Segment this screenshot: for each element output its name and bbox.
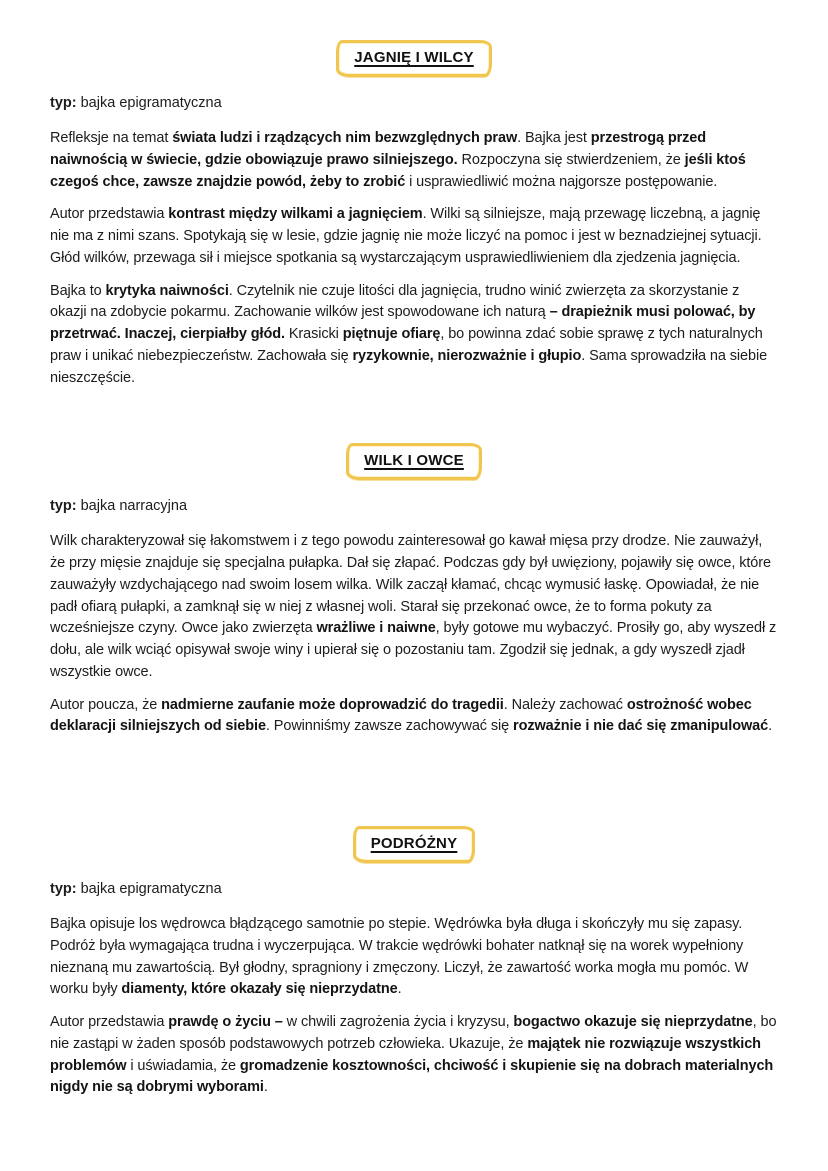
- text-run: Autor przedstawia: [50, 1014, 169, 1031]
- bold-text-run: prawdę o życiu –: [168, 1014, 283, 1031]
- paragraphs: [50, 128, 778, 389]
- text-run: Bajka opisuje los wędrowca błądzącego samotnie po stepie. Wędrówka była długa i skończyły mu się zapasy. Podróż była wymagająca trudna i wyczerpująca. W trakcie wędrówki bohater natknął się na worek wypełniony nieznaną mu zawartością. Był głodny, spragniony i zmęczony. Liczył, że zawartość worka mogła mu pomóc. W worku były: [50, 916, 749, 998]
- section-title-row: [50, 826, 778, 863]
- paragraph: [50, 531, 778, 683]
- section-title-row: [50, 40, 778, 77]
- type-value: bajka narracyjna: [76, 498, 188, 515]
- text-run: . Bajka jest: [517, 130, 591, 147]
- text-run: Wilk charakteryzował się łakomstwem i z tego powodu zainteresował go kawał mięsa przy drodze. Nie zauważył, że przy mięsie znajduje się specjalna pułapka. Dał się złapać. Podczas gdy był uwięziony, pojawiły się owce, które zauważyły wzdychającego nad swoim losem wilka. Wilk zaczął kłamać, chcąc wymusić łaskę. Opowiadał, że nie padł ofiarą pułapki, a zamknął się w niej z własnej woli. Starał się przekonać owce, że to forma pokuty za wcześniejsze czyny. Owce jako zwierzęta: [50, 533, 771, 637]
- paragraph: [50, 204, 778, 269]
- text-run: Bajka to: [50, 282, 106, 299]
- text-run: . Czytelnik nie czuje litości dla jagnięcia, trudno winić zwierzęta za skorzystanie z okazji na zdobycie pokarmu. Zachowanie wilków jest spowodowane ich naturą: [50, 282, 740, 321]
- bold-text-run: rozważnie i nie dać się zmanipulować: [513, 718, 769, 735]
- section-title-box: [353, 826, 476, 863]
- text-run: Rozpoczyna się stwierdzeniem, że: [457, 151, 685, 168]
- type-label: typ:: [50, 95, 77, 111]
- section-title: JAGNIĘ I WILCY: [354, 49, 474, 66]
- type-line: [50, 93, 778, 114]
- paragraphs: [50, 914, 778, 1099]
- bold-text-run: wrażliwe i naiwne: [316, 620, 436, 637]
- bold-text-run: diamenty, które okazały się nieprzydatne: [121, 981, 398, 998]
- section-title-box: [336, 40, 491, 77]
- text-run: w chwili zagrożenia życia i kryzysu,: [282, 1014, 514, 1031]
- type-line: [50, 496, 778, 517]
- type-line: [50, 879, 778, 900]
- bold-text-run: ryzykownie, nierozważnie i głupio: [352, 347, 582, 364]
- paragraph: [50, 1012, 778, 1099]
- text-run: Krasicki: [284, 326, 343, 343]
- section-title-row: [50, 443, 778, 480]
- bold-text-run: ostrożność wobec deklaracji silniejszych od siebie: [50, 696, 752, 735]
- type-value: bajka epigramatyczna: [76, 95, 222, 111]
- section-title: PODRÓŻNY: [370, 835, 458, 853]
- type-label: typ:: [50, 881, 77, 898]
- bold-text-run: krytyka naiwności: [105, 282, 229, 299]
- paragraphs: [50, 531, 778, 738]
- bold-text-run: – drapieżnik musi polować, by przetrwać. Inaczej, cierpiałby głód.: [50, 304, 756, 343]
- section-title-box: [346, 443, 482, 480]
- text-run: .: [263, 1079, 268, 1096]
- text-run: , bo nie zastąpi w żaden sposób podstawowych potrzeb człowieka. Ukazuje, że: [50, 1014, 777, 1052]
- bold-text-run: nadmierne zaufanie może doprowadzić do tragedii: [161, 696, 504, 713]
- text-run: . Powinniśmy zawsze zachowywać się: [265, 718, 514, 735]
- paragraph: [50, 128, 778, 193]
- paragraph: [50, 281, 778, 390]
- text-run: .: [768, 718, 773, 735]
- fable-section: [50, 443, 778, 738]
- text-run: . Należy zachować: [503, 696, 627, 713]
- section-title: WILK I OWCE: [364, 452, 464, 470]
- fable-section: [50, 826, 778, 1099]
- bold-text-run: jeśli ktoś czegoś chce, zawsze znajdzie powód, żeby to zrobić: [50, 151, 746, 190]
- bold-text-run: piętnuje ofiarę: [342, 326, 441, 343]
- bold-text-run: kontrast między wilkami a jagnięciem: [168, 206, 423, 223]
- text-run: i usprawiedliwić można najgorsze postępowanie.: [405, 173, 718, 190]
- text-run: Autor przedstawia: [50, 206, 169, 223]
- paragraph: [50, 914, 778, 1001]
- paragraph: [50, 695, 778, 739]
- text-run: . Sama sprowadziła na siebie nieszczęście.: [50, 347, 768, 386]
- text-run: Refleksje na temat: [50, 130, 173, 147]
- fable-section: [50, 40, 778, 389]
- text-run: . Wilki są silniejsze, mają przewagę liczebną, a jagnię nie ma z nimi szans. Spotykają się w lesie, gdzie jagnię nie może liczyć na pomoc i jest w beznadziejnej sytuacji. Głód wilków, przewaga sił i miejsce spotkania są wystarczającym usprawiedliwieniem dla zjedzenia jagnięcia.: [50, 206, 762, 266]
- bold-text-run: majątek nie rozwiązuje wszystkich problemów: [50, 1035, 761, 1074]
- text-run: .: [397, 981, 402, 998]
- text-run: Autor poucza, że: [50, 696, 162, 713]
- text-run: i uświadamia, że: [126, 1057, 240, 1074]
- bold-text-run: przestrogą przed naiwnością w świecie, gdzie obowiązuje prawo silniejszego.: [50, 130, 707, 168]
- bold-text-run: gromadzenie kosztowności, chciwość i skupienie się na dobrach materialnych nigdy nie są dobrymi wyborami: [50, 1057, 774, 1096]
- type-value: bajka epigramatyczna: [76, 881, 222, 898]
- bold-text-run: świata ludzi i rządzących nim bezwzględnych praw: [172, 130, 518, 147]
- text-run: , bo powinna zdać sobie sprawę z tych naturalnych praw i unikać niebezpieczeństw. Zachowała się: [50, 326, 763, 364]
- bold-text-run: bogactwo okazuje się nieprzydatne: [513, 1014, 753, 1031]
- text-run: , były gotowe mu wybaczyć. Prosiły go, aby wyszedł z dołu, ale wilk wciąć opisywał swoje winy i upierał się o pozostaniu tam. Zgodził się jednak, a gdy wyszedł zjadł wszystkie owce.: [50, 620, 777, 680]
- type-label: typ:: [50, 498, 77, 515]
